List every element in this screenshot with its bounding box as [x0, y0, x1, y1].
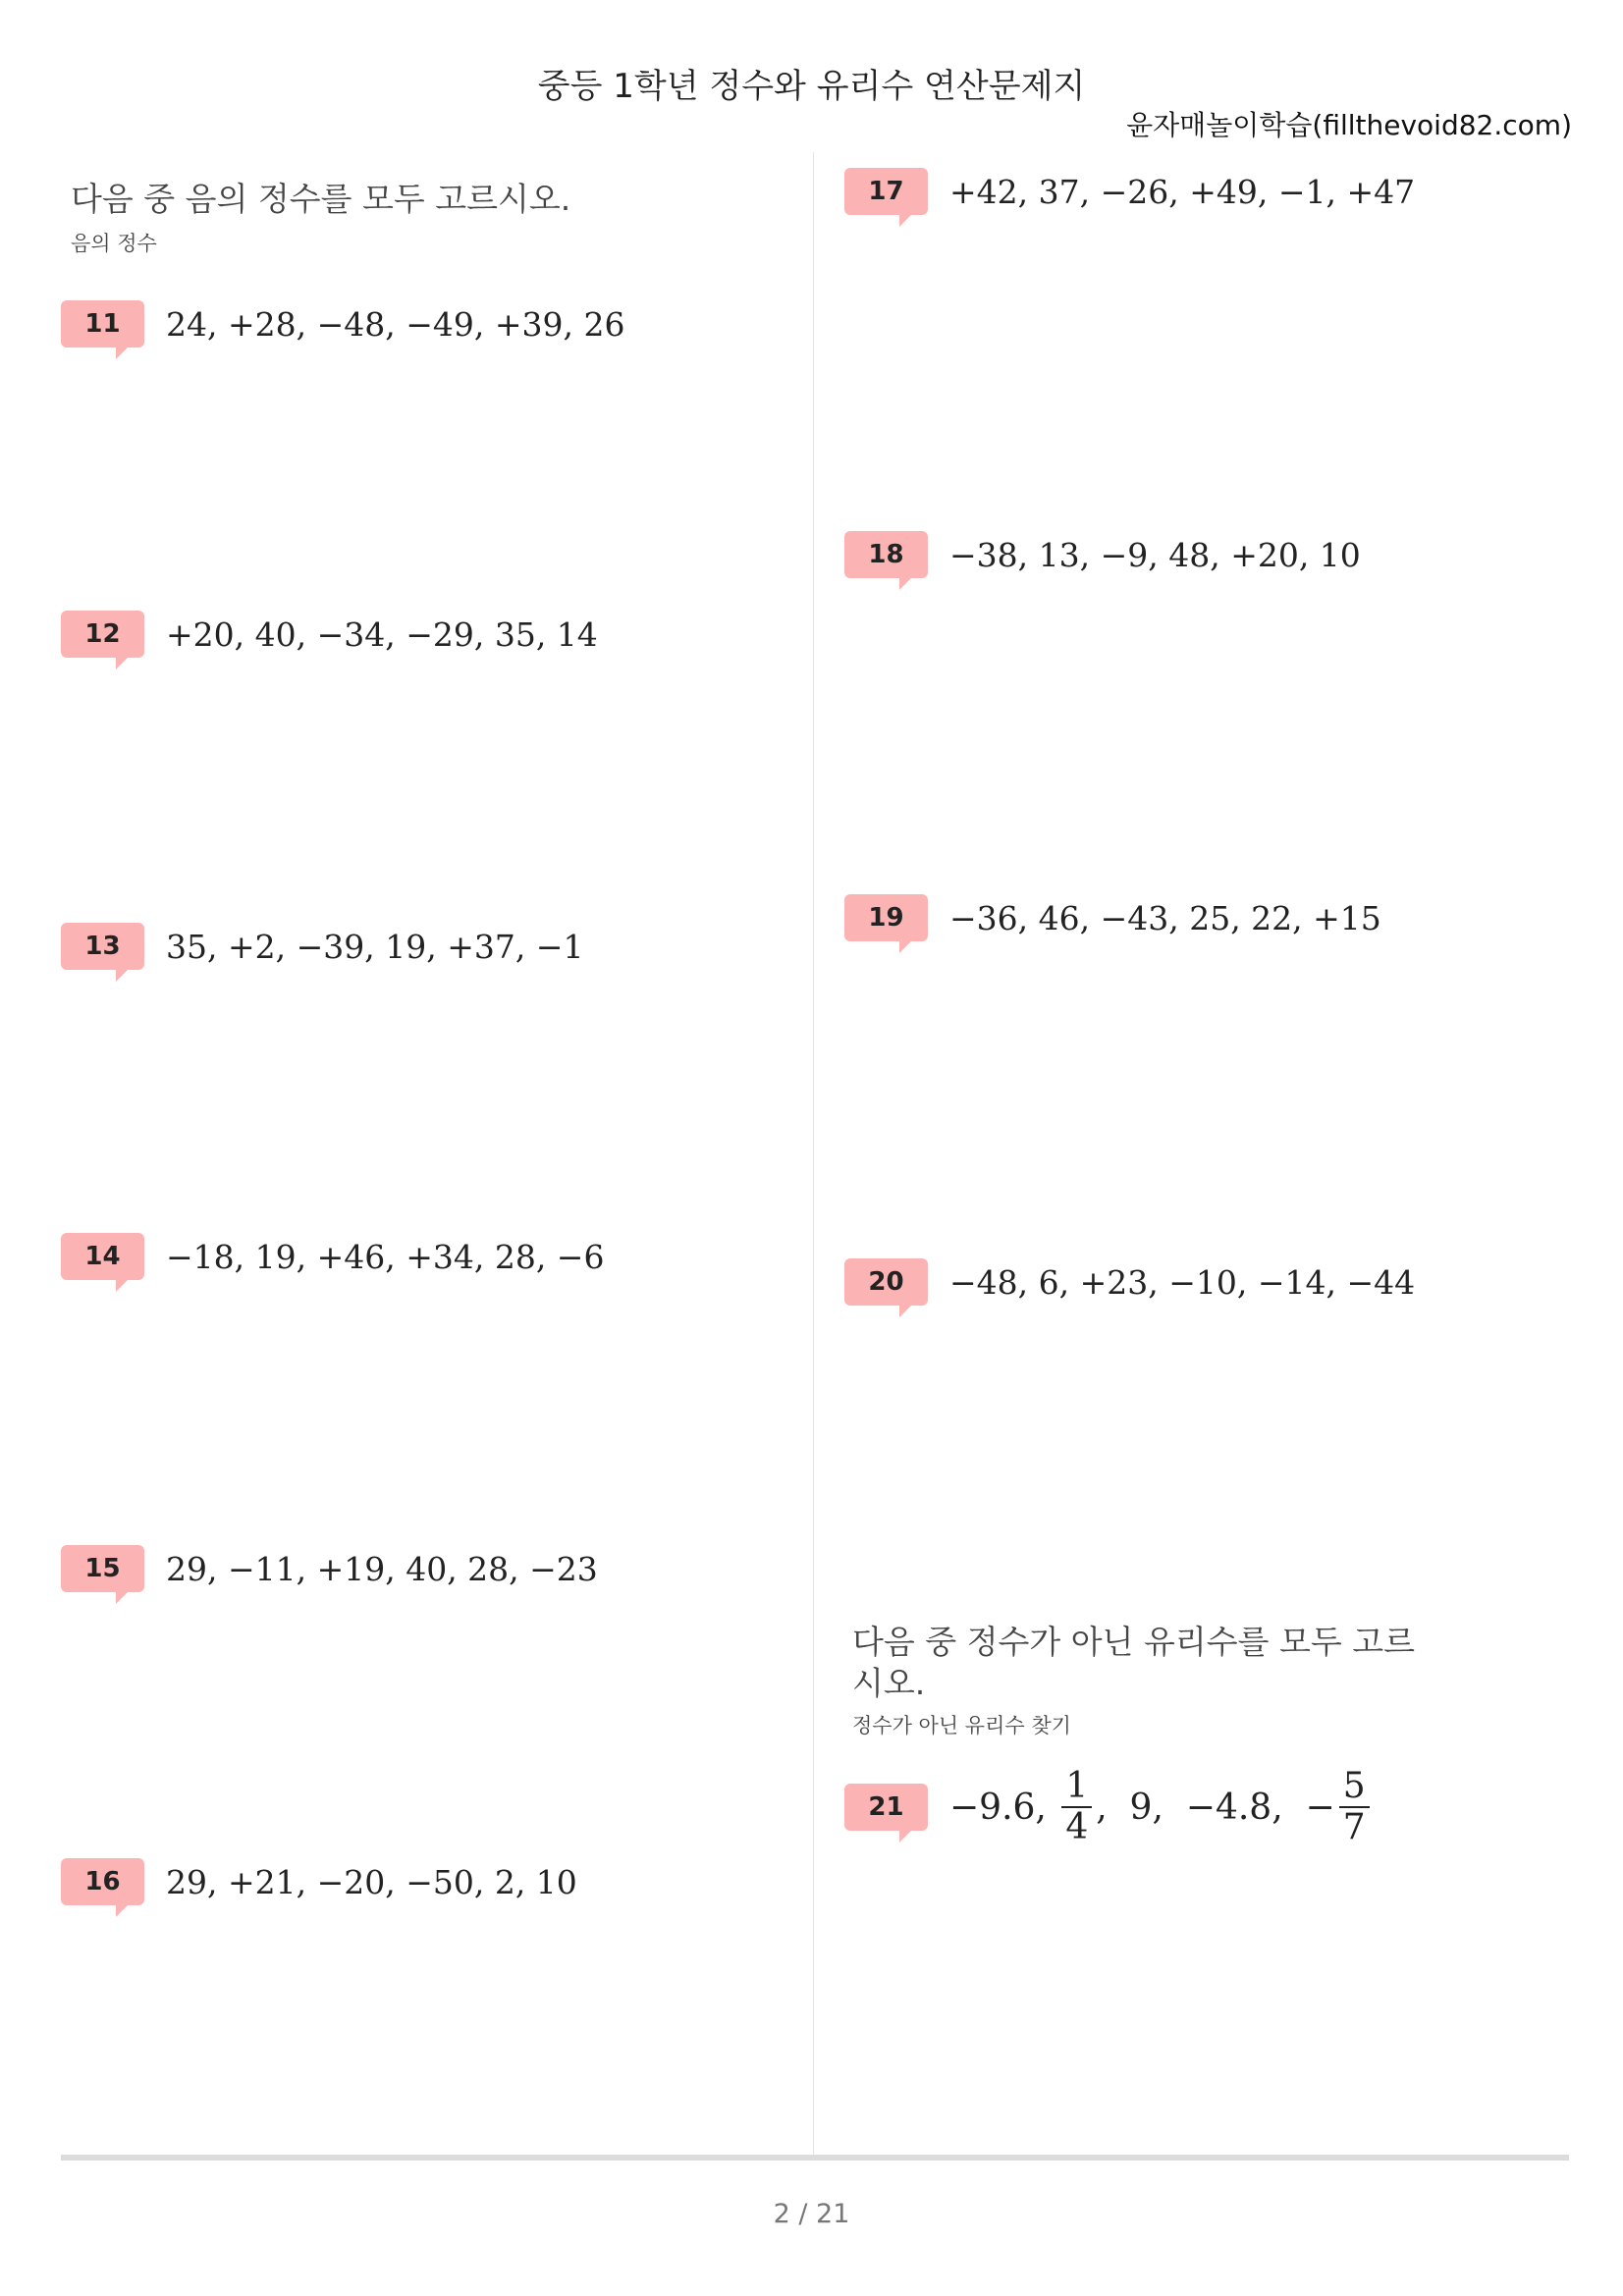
problem-17 [844, 168, 1415, 215]
problem-21 [844, 1767, 1374, 1847]
problem-number-badge: 15 [61, 1545, 144, 1592]
problem-expression: −38, 13, −9, 48, +20, 10 [949, 535, 1361, 574]
section-instruction-line1: 다음 중 정수가 아닌 유리수를 모두 고르 [852, 1623, 1415, 1661]
problem-18 [844, 531, 1361, 578]
problem-20 [844, 1258, 1415, 1306]
fraction-numerator: 5 [1342, 1766, 1366, 1806]
problem-19 [844, 894, 1381, 941]
problem-number-badge: 11 [61, 300, 144, 347]
site-credit: 윤자매놀이학습(fillthevoid82.com) [1126, 109, 1572, 141]
problem-12 [61, 611, 598, 658]
problem-number-badge: 21 [844, 1784, 928, 1831]
fraction-denominator: 4 [1061, 1806, 1092, 1847]
problem-expression [949, 1767, 1374, 1847]
problem-expression: −18, 19, +46, +34, 28, −6 [166, 1237, 605, 1276]
fraction-denominator: 7 [1339, 1806, 1370, 1847]
section-instruction: 다음 중 음의 정수를 모두 고르시오. [71, 180, 571, 218]
fraction-numerator: 1 [1065, 1766, 1089, 1806]
section-subtitle: 음의 정수 [71, 232, 157, 255]
problem-number-badge: 19 [844, 894, 928, 941]
problem-expression: −48, 6, +23, −10, −14, −44 [949, 1262, 1416, 1302]
problem-number-badge: 20 [844, 1258, 928, 1306]
problem-15 [61, 1545, 598, 1592]
section-subtitle: 정수가 아닌 유리수 찾기 [852, 1714, 1071, 1737]
problem-number-badge: 18 [844, 531, 928, 578]
fraction [1339, 1767, 1370, 1847]
problem-expression: 29, +21, −20, −50, 2, 10 [166, 1862, 577, 1901]
problem-expression: −36, 46, −43, 25, 22, +15 [949, 898, 1381, 937]
page-number: 2 / 21 [773, 2199, 850, 2229]
problem-number-badge: 14 [61, 1233, 144, 1280]
expr-part: −9.6, [949, 1787, 1058, 1828]
problem-13 [61, 923, 583, 970]
footer-divider [61, 2155, 1569, 2161]
problem-expression: +42, 37, −26, +49, −1, +47 [949, 172, 1416, 211]
page-title: 중등 1학년 정수와 유리수 연산문제지 [537, 67, 1086, 106]
section-instruction-line2: 시오. [852, 1664, 926, 1702]
problem-11 [61, 300, 624, 347]
fraction [1061, 1767, 1092, 1847]
problem-16 [61, 1858, 577, 1905]
problem-number-badge: 12 [61, 611, 144, 658]
expr-part: , 9, −4.8, − [1096, 1787, 1335, 1828]
problem-number-badge: 17 [844, 168, 928, 215]
column-divider [813, 152, 814, 2160]
problem-number-badge: 13 [61, 923, 144, 970]
problem-expression: 24, +28, −48, −49, +39, 26 [166, 304, 625, 344]
problem-expression: 35, +2, −39, 19, +37, −1 [166, 927, 584, 966]
problem-expression: 29, −11, +19, 40, 28, −23 [166, 1549, 598, 1588]
problem-expression: +20, 40, −34, −29, 35, 14 [166, 614, 598, 654]
problem-14 [61, 1233, 604, 1280]
problem-number-badge: 16 [61, 1858, 144, 1905]
